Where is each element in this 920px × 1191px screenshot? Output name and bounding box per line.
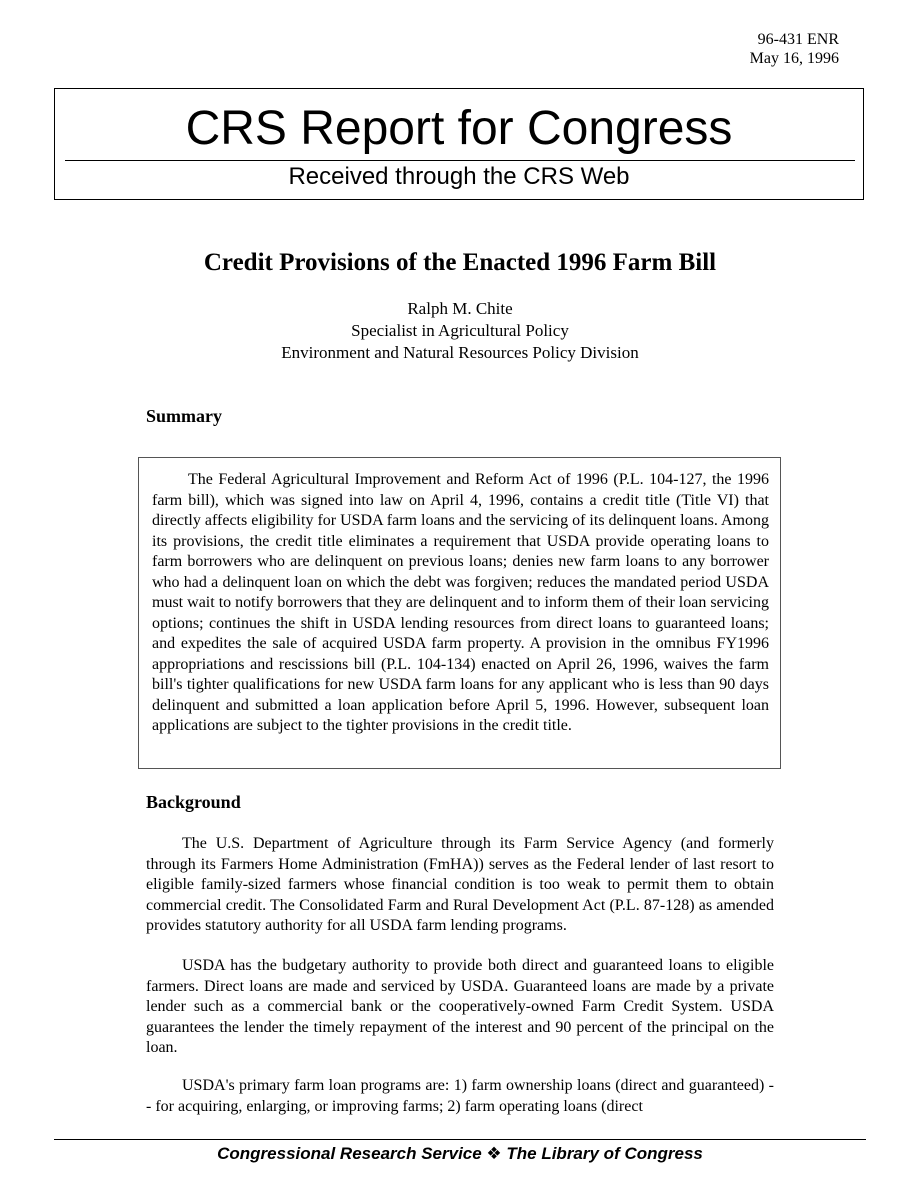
report-header-box: [54, 88, 864, 200]
header-subtitle: Received through the CRS Web: [288, 163, 630, 190]
author-block: [0, 298, 920, 364]
background-paragraph-1: The U.S. Department of Agriculture through its Farm Service Agency (and formerly through its Farmers Home Administration (FmHA)) serves as the Federal lender of last resort to eligible family-sized farmers whose financial condition is too weak to permit them to obtain commercial credit. The Consolidated Farm and Rural Development Act (P.L. 87-128) as amended provides statutory authority for all USDA farm lending programs.: [146, 835, 774, 934]
background-heading: Background: [146, 792, 241, 812]
report-number: 96-431 ENR: [757, 31, 839, 48]
summary-box: [138, 457, 781, 769]
header-title: CRS Report for Congress: [185, 102, 733, 155]
report-identifier: [639, 30, 839, 68]
report-date: May 16, 1996: [749, 50, 839, 67]
author-name: Ralph M. Chite: [407, 299, 513, 318]
background-paragraph-3: USDA's primary farm loan programs are: 1) farm ownership loans (direct and guaranteed) -- for acquiring, enlarging, or improving farms; 2) farm operating loans (direct: [146, 1077, 774, 1115]
document-title: Credit Provisions of the Enacted 1996 Farm Bill: [203, 249, 717, 276]
summary-text: The Federal Agricultural Improvement and Reform Act of 1996 (P.L. 104-127, the 1996 farm bill), which was signed into law on April 4, 1996, contains a credit title (Title VI) that directly affects eligibility for USDA farm loans and the servicing of its delinquent loans. Among its provisions, the credit title eliminates a requirement that USDA provide operating loans to farm borrowers who are delinquent on previous loans; denies new farm loans to any borrower who had a delinquent loan on which the debt was forgiven; reduces the mandated period USDA must wait to notify borrowers that they are delinquent and to inform them of their loan servicing options; continues the shift in USDA lending resources from direct loans to guaranteed loans; and expedites the sale of acquired USDA farm property. A provision in the omnibus FY1996 appropriations and rescissions bill (P.L. 104-134) enacted on April 26, 1996, waives the farm bill's tighter qualifications for new USDA farm loans for any applicant who is less than 90 days delinquent and submitted a loan application before April 5, 1996. However, subsequent loan applications are subject to the tighter provisions in the credit title.: [152, 471, 769, 734]
author-title: Specialist in Agricultural Policy: [351, 321, 569, 340]
summary-heading: Summary: [146, 406, 222, 426]
background-paragraph-2: USDA has the budgetary authority to provide both direct and guaranteed loans to eligible farmers. Direct loans are made and serviced by USDA. Guaranteed loans are made by a private lender such as a commercial bank or the cooperatively-owned Farm Credit System. USDA guarantees the lender the timely repayment of the interest and 90 percent of the principal on the loan.: [146, 957, 774, 1056]
header-divider: [65, 160, 855, 161]
footer-divider: [54, 1139, 866, 1140]
author-division: Environment and Natural Resources Policy Division: [281, 343, 639, 362]
footer-text: Congressional Research Service ❖ The Library of Congress: [217, 1144, 703, 1163]
